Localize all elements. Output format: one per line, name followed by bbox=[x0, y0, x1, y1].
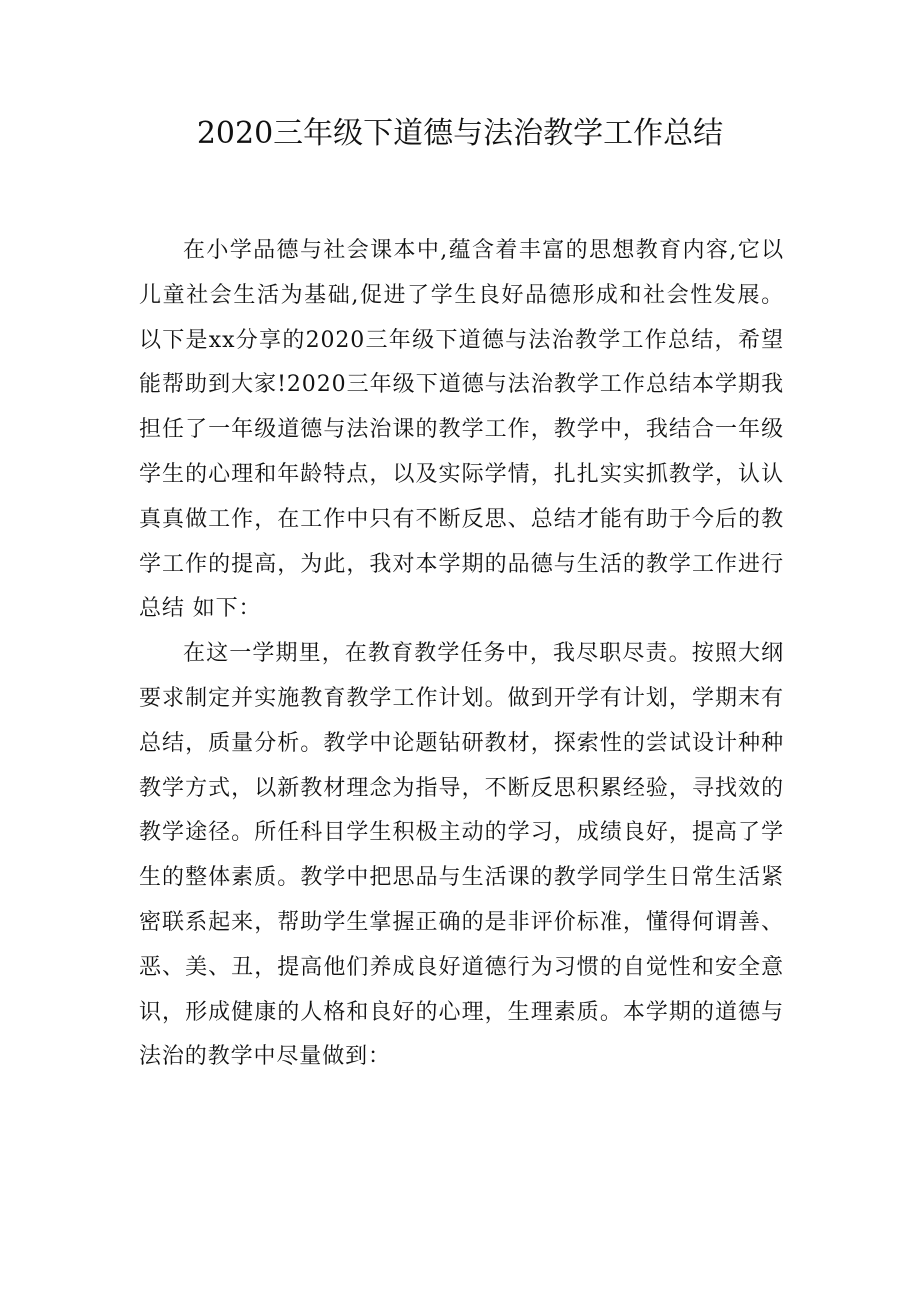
paragraph-2: 在这一学期里，在教育教学任务中，我尽职尽责。按照大纲要求制定并实施教育教学工作计划。做到开学有计划，学期末有总结，质量分析。教学中论题钻研教材，探索性的尝试设计种种教学方式，以新教材理念为指导，不断反思积累经验，寻找效的教学途径。所任科目学生积极主动的学习，成绩良好，提高了学生的整体素质。教学中把思品与生活课的教学同学生日常生活紧密联系起来，帮助学生掌握正确的是非评价标准，懂得何谓善、恶、美、丑，提高他们养成良好道德行为习惯的自觉性和安全意识，形成健康的人格和良好的心理，生理素质。本学期的道德与法治的教学中尽量做到： bbox=[139, 641, 784, 1070]
document-body bbox=[139, 229, 784, 1080]
paragraph-1: 在小学品德与社会课本中,蕴含着丰富的思想教育内容,它以儿童社会生活为基础,促进了学生良好品德形成和社会性发展。以下是xx分享的2020三年级下道德与法治教学工作总结，希望能帮助到大家!2020三年级下道德与法治教学工作总结本学期我担任了一年级道德与法治课的教学工作，教学中，我结合一年级学生的心理和年龄特点，以及实际学情，扎扎实实抓教学，认认真真做工作，在工作中只有不断反思、总结才能有助于今后的教学工作的提高，为此，我对本学期的品德与生活的教学工作进行总结 如下： bbox=[139, 238, 784, 622]
document-title: 2020三年级下道德与法治教学工作总结 bbox=[196, 116, 724, 151]
